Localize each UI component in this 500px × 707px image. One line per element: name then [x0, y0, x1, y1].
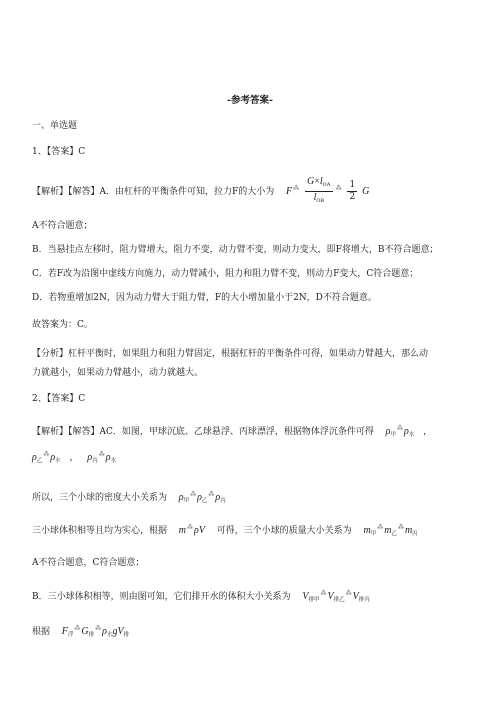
q2-option-b: B．三小球体积相等，则由图可知，它们排开水的体积大小关系为 $V_{排甲}^⁂V_{排乙}^⁂V_{排丙}$ [32, 590, 370, 603]
formula-fraction: $\frac{G\times l_{OA}}{l_{OB}}$ [306, 176, 331, 204]
q2-mass-order: 三小球体积相等且均为实心，根据 m⁂ρV 可得，三个小球的质量大小关系为 $m_甲^⁂m_乙^⁂m_丙$ [32, 524, 418, 537]
formula-F: F [286, 186, 293, 197]
q2-buoyancy-formula: 根据 $F_浮^⁂G_排^⁂\rho_水gV_排$ [32, 625, 130, 638]
q1-explain-label: 【解析】【解答】A．由杠杆的平衡条件可知，拉力F的大小为 [32, 187, 275, 197]
q1-option-b: B．当悬挂点左移时，阻力臂增大，阻力不变，动力臂不变，则动力变大，即F将增大，B不符合题意； [32, 245, 439, 255]
q2-density-order: 所以，三个小球的密度大小关系为 $\rho_甲^⁂\rho_乙^⁂\rho_丙$ [32, 491, 226, 504]
q1-analysis-line1: 【分析】杠杆平衡时，如果阻力和阻力臂固定，根据杠杆的平衡条件可得，如果动力臂越大，那么动 [32, 349, 429, 359]
q2-explanation-ac: 【解析】【解答】AC．如图，甲球沉底、乙球悬浮、丙球漂浮，根据物体浮沉条件可得 $\rho_甲^⁂\rho_水$ ， [32, 425, 433, 438]
q2-density-relations: $\rho_乙^⁂\rho_水$ ， $\rho_丙^⁂\rho_水$ [32, 451, 117, 464]
q1-option-c: C．若F改为沿图中虚线方向施力，动力臂减小，阻力和阻力臂不变，则动力F变大，C符合题意； [32, 269, 419, 279]
q1-analysis-line2: 力就越小，如果动力臂越小，动力就越大。 [32, 368, 204, 378]
relation-symbol: ⁂ [43, 451, 50, 458]
equals-symbol: ⁂ [293, 185, 300, 192]
relation-symbol: ⁂ [396, 425, 403, 432]
q1-a-conclusion: A不符合题意； [32, 221, 93, 231]
equals-symbol: ⁂ [335, 185, 342, 192]
q2-answer: 2、【答案】C [32, 394, 86, 404]
section-heading: 一、单选题 [32, 121, 78, 131]
q1-final: 故答案为：C。 [32, 320, 93, 330]
page-title: -参考答案- [227, 95, 273, 106]
relation-symbol: ⁂ [98, 451, 105, 458]
formula-half: $\frac{1}{2}$ [349, 180, 356, 202]
q1-explanation-a: 【解析】【解答】A．由杠杆的平衡条件可知，拉力F的大小为 F⁂ $\frac{G\times l_{OA}}{l_{OB}}$ ⁂ $\frac{1}{2}$ G [32, 176, 369, 207]
q2-ac-conclusion: A不符合题意，C符合题意； [32, 558, 145, 568]
q1-answer: 1、【答案】C [32, 147, 86, 157]
q1-option-d: D．若物重增加2N，因为动力臂大于阻力臂，F的大小增加量小于2N，D不符合题意。 [32, 293, 377, 303]
